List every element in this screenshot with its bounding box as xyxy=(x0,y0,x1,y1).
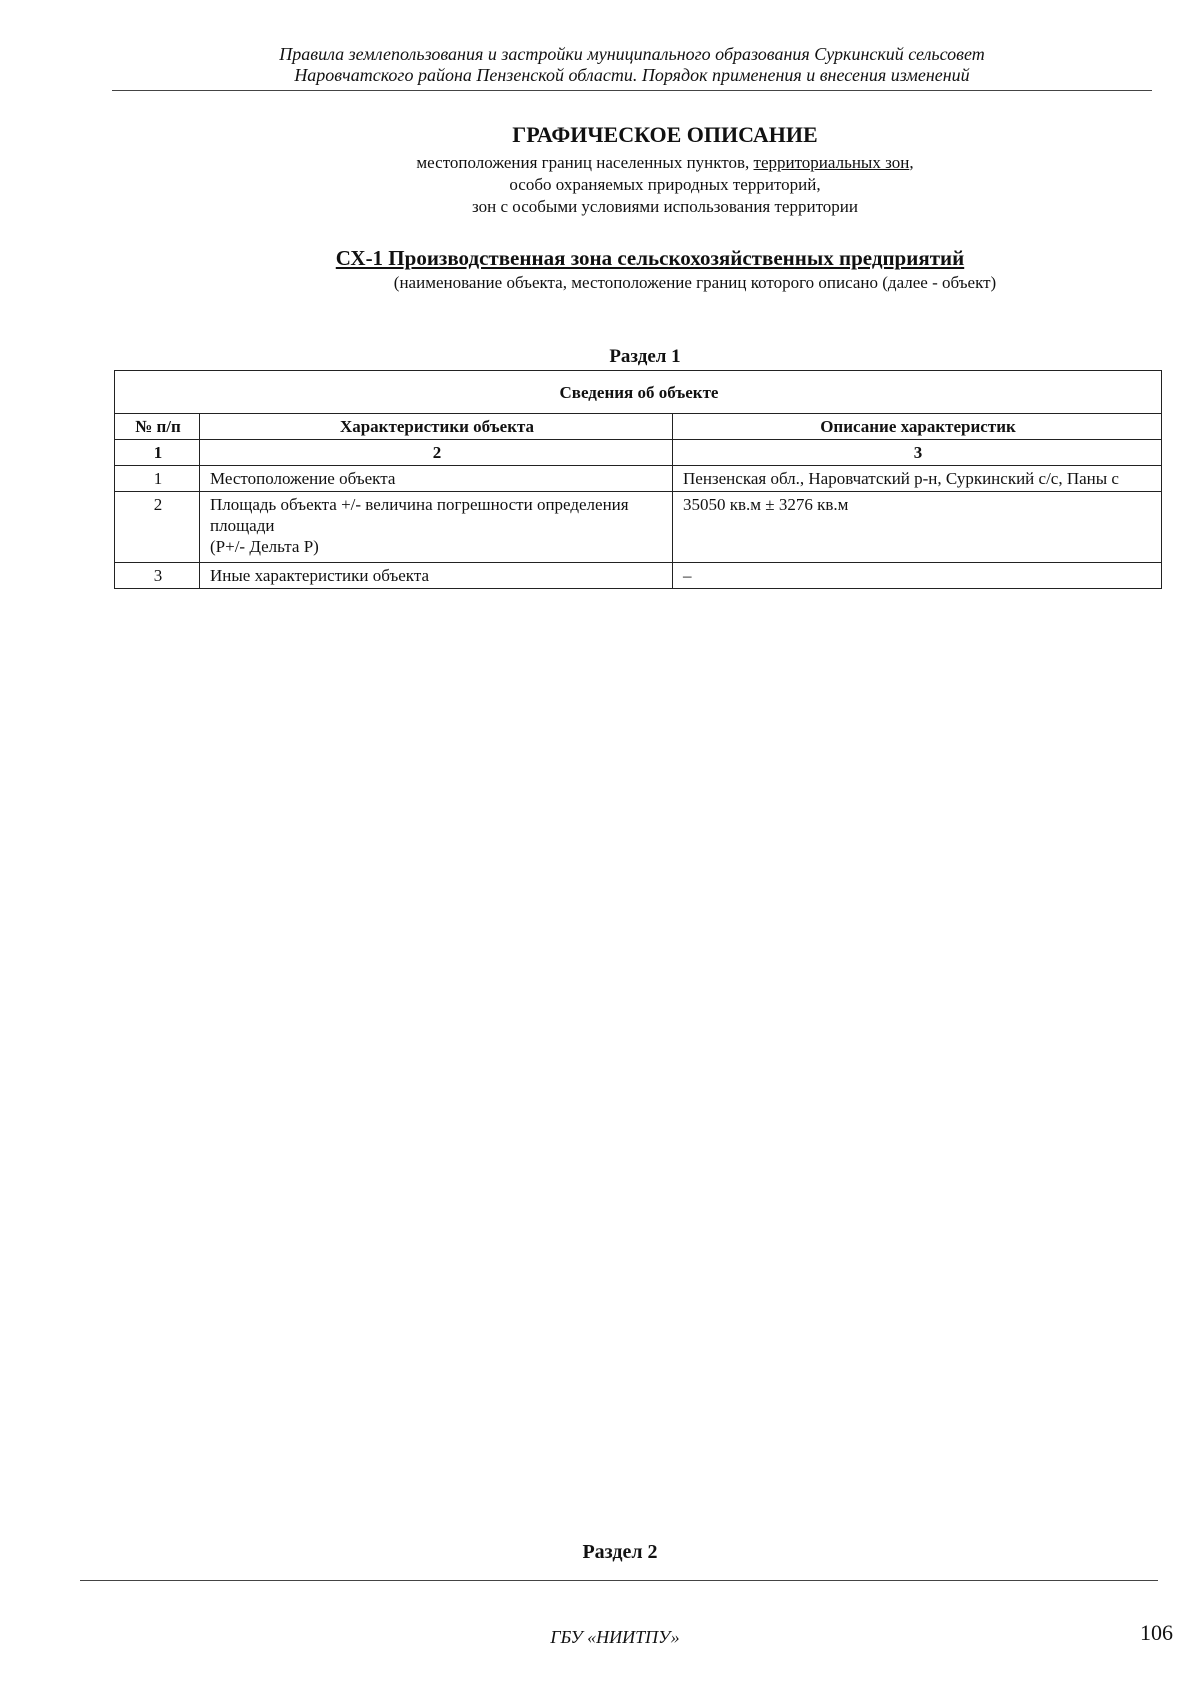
table-row xyxy=(115,466,1162,492)
row-description: 35050 кв.м ± 3276 кв.м xyxy=(673,492,1162,563)
table-header-row xyxy=(115,414,1162,440)
row-description: Пензенская обл., Наровчатский р-н, Суркинский с/с, Паны с xyxy=(673,466,1162,492)
table-row xyxy=(115,563,1162,589)
header-characteristic: Характеристики объекта xyxy=(200,414,673,440)
table-caption-row xyxy=(115,371,1162,414)
document-title: ГРАФИЧЕСКОЕ ОПИСАНИЕ xyxy=(512,122,818,147)
row-characteristic: Местоположение объекта xyxy=(200,466,673,492)
running-header-line-2: Наровчатского района Пензенской области. Порядок применения и внесения изменений xyxy=(294,65,970,85)
column-number-1: 1 xyxy=(115,440,200,466)
header-description: Описание характеристик xyxy=(673,414,1162,440)
footer-divider xyxy=(80,1580,1158,1581)
row-characteristic-line-1: Площадь объекта +/- величина погрешности определения площади xyxy=(210,495,629,535)
subtitle-line-3: зон с особыми условиями использования территории xyxy=(472,197,858,216)
row-number: 3 xyxy=(115,563,200,589)
table-caption: Сведения об объекте xyxy=(115,371,1162,414)
section-2-title: Раздел 2 xyxy=(582,1541,658,1563)
table-column-number-row xyxy=(115,440,1162,466)
row-description: – xyxy=(673,563,1162,589)
column-number-2: 2 xyxy=(200,440,673,466)
footer-organization: ГБУ «НИИТПУ» xyxy=(550,1627,680,1647)
header-number: № п/п xyxy=(115,414,200,440)
subtitle-line-1-end: , xyxy=(909,153,914,172)
table-row xyxy=(115,492,1162,563)
subtitle-territorial-zones: территориальных зон xyxy=(753,153,910,172)
row-number: 2 xyxy=(115,492,200,563)
row-characteristic-line-2: (Р+/- Дельта Р) xyxy=(210,537,319,556)
subtitle-line-1 xyxy=(130,152,1200,174)
section-1-title: Раздел 1 xyxy=(609,346,681,367)
column-number-3: 3 xyxy=(673,440,1162,466)
running-header xyxy=(112,44,1152,86)
subtitle-line-1-start: местоположения границ населенных пунктов, xyxy=(416,153,754,172)
object-info-table xyxy=(114,370,1162,589)
subtitle-line-2: особо охраняемых природных территорий, xyxy=(509,175,821,194)
row-characteristic xyxy=(200,492,673,563)
row-number: 1 xyxy=(115,466,200,492)
row-characteristic: Иные характеристики объекта xyxy=(200,563,673,589)
header-divider xyxy=(112,90,1152,91)
running-header-line-1: Правила землепользования и застройки муниципального образования Суркинский сельсовет xyxy=(279,44,985,64)
zone-name: СХ-1 Производственная зона сельскохозяйственных предприятий xyxy=(335,246,965,270)
document-subtitle xyxy=(0,152,1200,218)
zone-caption: (наименование объекта, местоположение границ которого описано (далее - объект) xyxy=(393,273,997,292)
page-number: 106 xyxy=(1140,1620,1173,1645)
